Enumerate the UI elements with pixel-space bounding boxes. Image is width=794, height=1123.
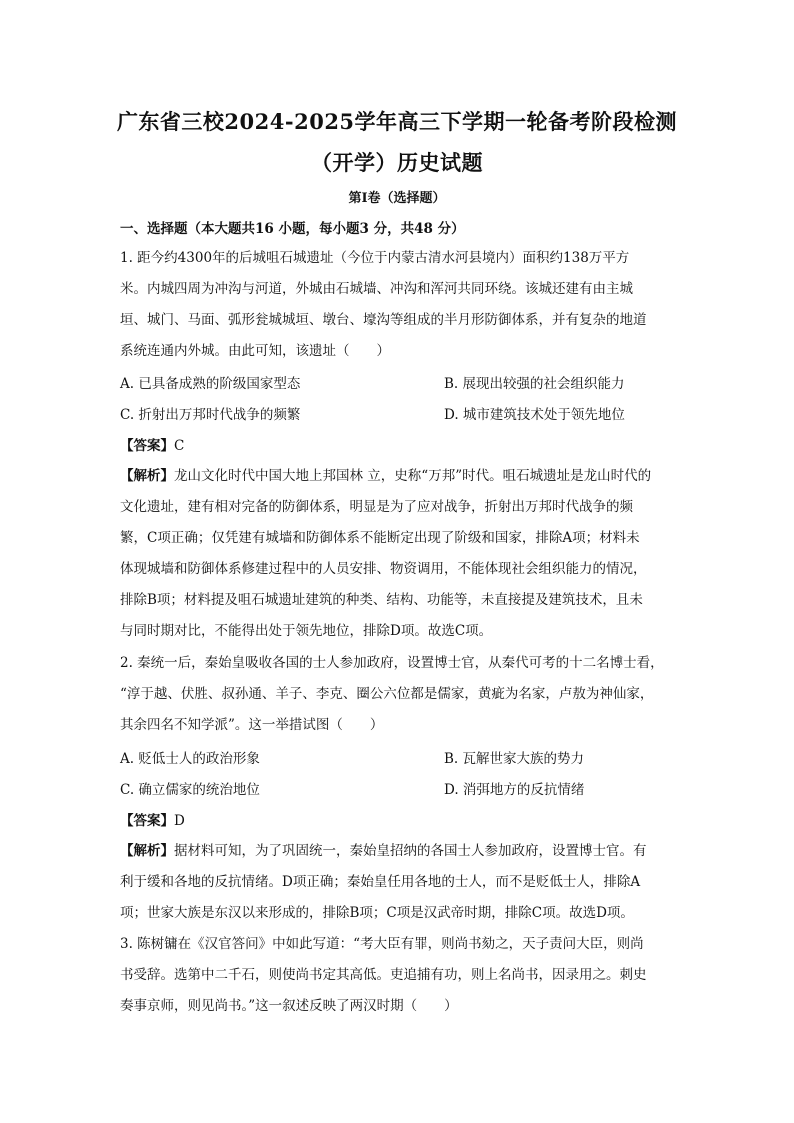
q1-option-d: D. 城市建筑技术处于领先地位 — [444, 407, 625, 423]
q2-stem-line: “淳于越、伏胜、叔孙通、羊子、李克、圈公六位都是儒家，黄疵为名家，卢敖为神仙家， — [120, 686, 654, 702]
q3-stem-line: 奏事京师，则见尚书。”这一叙述反映了两汉时期（ ） — [120, 998, 458, 1014]
analysis-label: 【解析】 — [120, 468, 174, 484]
q1-answer — [120, 434, 184, 454]
q2-option-c: C. 确立儒家的统治地位 — [120, 782, 260, 798]
q2-analysis-line: 利于缓和各地的反抗情绪。D项正确；秦始皇任用各地的士人，而不是贬低士人，排除A — [120, 874, 641, 890]
q1-stem-line: 系统连通内外城。由此可知，该遗址（ ） — [120, 343, 390, 359]
q1-analysis-line: 体现城墙和防御体系修建过程中的人员安排、物资调用，不能体现社会组织能力的情况， — [120, 561, 647, 577]
q3-stem-line: 3. 陈树镛在《汉官答问》中如此写道：“考大臣有罪，则尚书劾之，天子责问大臣，则尚 — [120, 936, 644, 952]
q2-answer — [120, 809, 185, 829]
q1-analysis-line: 【解析】龙山文化时代中国大地上邦国林 立，史称“万邦”时代。咀石城遗址是龙山时代的 — [120, 468, 652, 484]
q1-stem-line: 米。内城四周为冲沟与河道，外城由石城墙、冲沟和浑河共同环绕。该城还建有由主城 — [120, 281, 633, 297]
q2-option-a: A. 贬低士人的政治形象 — [120, 751, 260, 767]
q2-stem-line: 2. 秦统一后，秦始皇吸收各国的士人参加政府，设置博士官，从秦代可考的十二名博士看， — [120, 655, 664, 671]
volume-heading: 第Ⅰ卷（选择题） — [348, 191, 446, 206]
q1-option-b: B. 展现出较强的社会组织能力 — [444, 376, 625, 392]
q2-analysis-line: 【解析】据材料可知，为了巩固统一，秦始皇招纳的各国士人参加政府，设置博士官。有 — [120, 843, 647, 859]
q2-analysis-line: 项；世家大族是东汉以来形成的，排除B项；C项是汉武帝时期，排除C项。故选D项。 — [120, 905, 634, 921]
q2-stem-line: 其余四名不知学派”。这一举措试图（ ） — [120, 717, 384, 733]
q1-analysis-line: 排除B项；材料提及咀石城遗址建筑的种类、结构、功能等，未直接提及建筑技术，且未 — [120, 592, 643, 608]
answer-label: 【答案】 — [120, 438, 174, 454]
q1-option-a: A. 已具备成熟的阶级国家型态 — [120, 376, 301, 392]
section-heading: 一、选择题（本大题共16 小题，每小题3 分，共48 分） — [120, 221, 465, 237]
answer-value: C — [174, 438, 185, 454]
q2-option-d: D. 消弭地方的反抗情绪 — [444, 782, 585, 798]
document-subtitle: （开学）历史试题 — [311, 150, 483, 175]
q1-analysis-line: 文化遗址，建有相对完备的防御体系，明显是为了应对战争，折射出万邦时代战争的频 — [120, 499, 633, 515]
q1-analysis-line: 繁，C项正确；仅凭建有城墙和防御体系不能断定出现了阶级和国家，排除A项；材料未 — [120, 530, 640, 546]
answer-value: D — [174, 813, 185, 829]
q1-stem-line: 垣、城门、马面、弧形瓮城城垣、墩台、壕沟等组成的半月形防御体系，并有复杂的地道 — [120, 312, 647, 328]
q3-stem-line: 书受辞。选第中二千石，则使尚书定其高低。吏追捕有功，则上名尚书，因录用之。刺史 — [120, 967, 647, 983]
q1-stem-line: 1. 距今约4300年的后城咀石城遗址（今位于内蒙古清水河县境内）面积约138万平方 — [120, 250, 630, 266]
q1-analysis-line: 与同时期对比，不能得出处于领先地位，排除D项。故选C项。 — [120, 623, 493, 639]
q1-option-c: C. 折射出万邦时代战争的频繁 — [120, 407, 301, 423]
analysis-label: 【解析】 — [120, 843, 174, 859]
q2-option-b: B. 瓦解世家大族的势力 — [444, 751, 585, 767]
document-title: 广东省三校2024-2025学年高三下学期一轮备考阶段检测 — [116, 109, 678, 134]
answer-label: 【答案】 — [120, 813, 174, 829]
